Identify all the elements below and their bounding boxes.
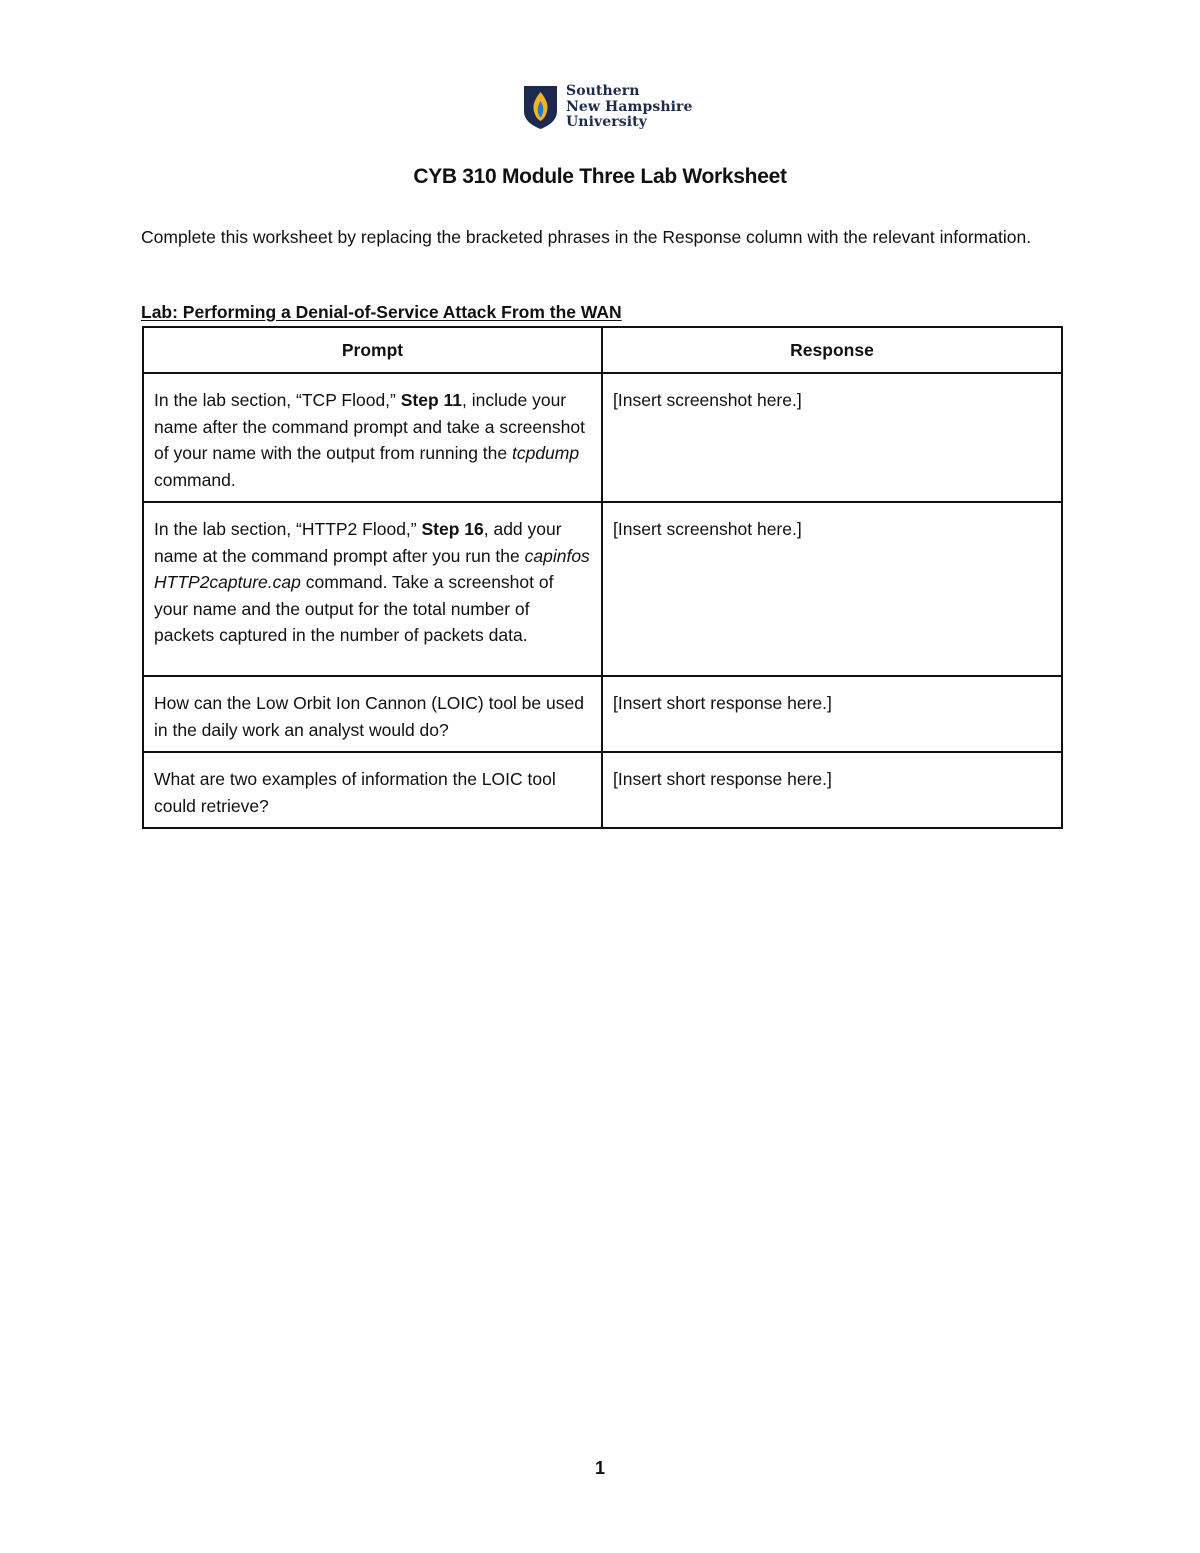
prompt-cell: What are two examples of information the LOIC tool could retrieve? xyxy=(143,752,602,828)
logo-line-2: New Hampshire xyxy=(566,98,693,115)
command-name: capinfos HTTP2capture.cap xyxy=(154,545,590,592)
prompt-text: In the lab section, “HTTP2 Flood,” xyxy=(154,519,422,539)
prompt-text: In the lab section, “TCP Flood,” xyxy=(154,390,401,410)
university-logo xyxy=(522,84,693,131)
logo-wordmark xyxy=(566,84,693,131)
lab-heading: Lab: Performing a Denial-of-Service Attack From the WAN xyxy=(141,302,622,322)
response-cell[interactable]: [Insert screenshot here.] xyxy=(602,502,1062,676)
page-title: CYB 310 Module Three Lab Worksheet xyxy=(413,165,787,188)
step-label: Step 11 xyxy=(400,390,463,410)
prompt-cell xyxy=(143,373,602,502)
logo-line-1: Southern xyxy=(566,83,640,99)
table-header-row xyxy=(143,327,1062,373)
prompt-cell: How can the Low Orbit Ion Cannon (LOIC) tool be used in the daily work an analyst would do? xyxy=(143,676,602,752)
prompt-text: , include your name after the command prompt and take a screenshot of your name with the output from running the xyxy=(154,390,585,463)
table-row xyxy=(143,502,1062,676)
page-number: 1 xyxy=(594,1458,605,1478)
table-row xyxy=(143,373,1062,502)
response-column-header: Response xyxy=(602,327,1062,373)
table-row xyxy=(143,676,1062,752)
response-cell[interactable]: [Insert screenshot here.] xyxy=(602,373,1062,502)
logo-line-3: University xyxy=(566,114,647,130)
worksheet-table xyxy=(142,326,1063,829)
prompt-text: command. Take a screenshot of your name and the output for the total number of packets captured in the number of packets data. xyxy=(154,572,554,645)
command-name: tcpdump xyxy=(511,443,580,463)
instructions-text: Complete this worksheet by replacing the bracketed phrases in the Response column with the relevant information. xyxy=(141,227,1032,247)
response-cell[interactable]: [Insert short response here.] xyxy=(602,676,1062,752)
prompt-text: , add your name at the command prompt after you run the xyxy=(154,519,562,566)
table-row xyxy=(143,752,1062,828)
prompt-cell xyxy=(143,502,602,676)
prompt-column-header: Prompt xyxy=(143,327,602,373)
prompt-text: command. xyxy=(154,469,236,490)
shield-flame-icon xyxy=(522,84,559,130)
step-label: Step 16 xyxy=(421,519,484,539)
response-cell[interactable]: [Insert short response here.] xyxy=(602,752,1062,828)
